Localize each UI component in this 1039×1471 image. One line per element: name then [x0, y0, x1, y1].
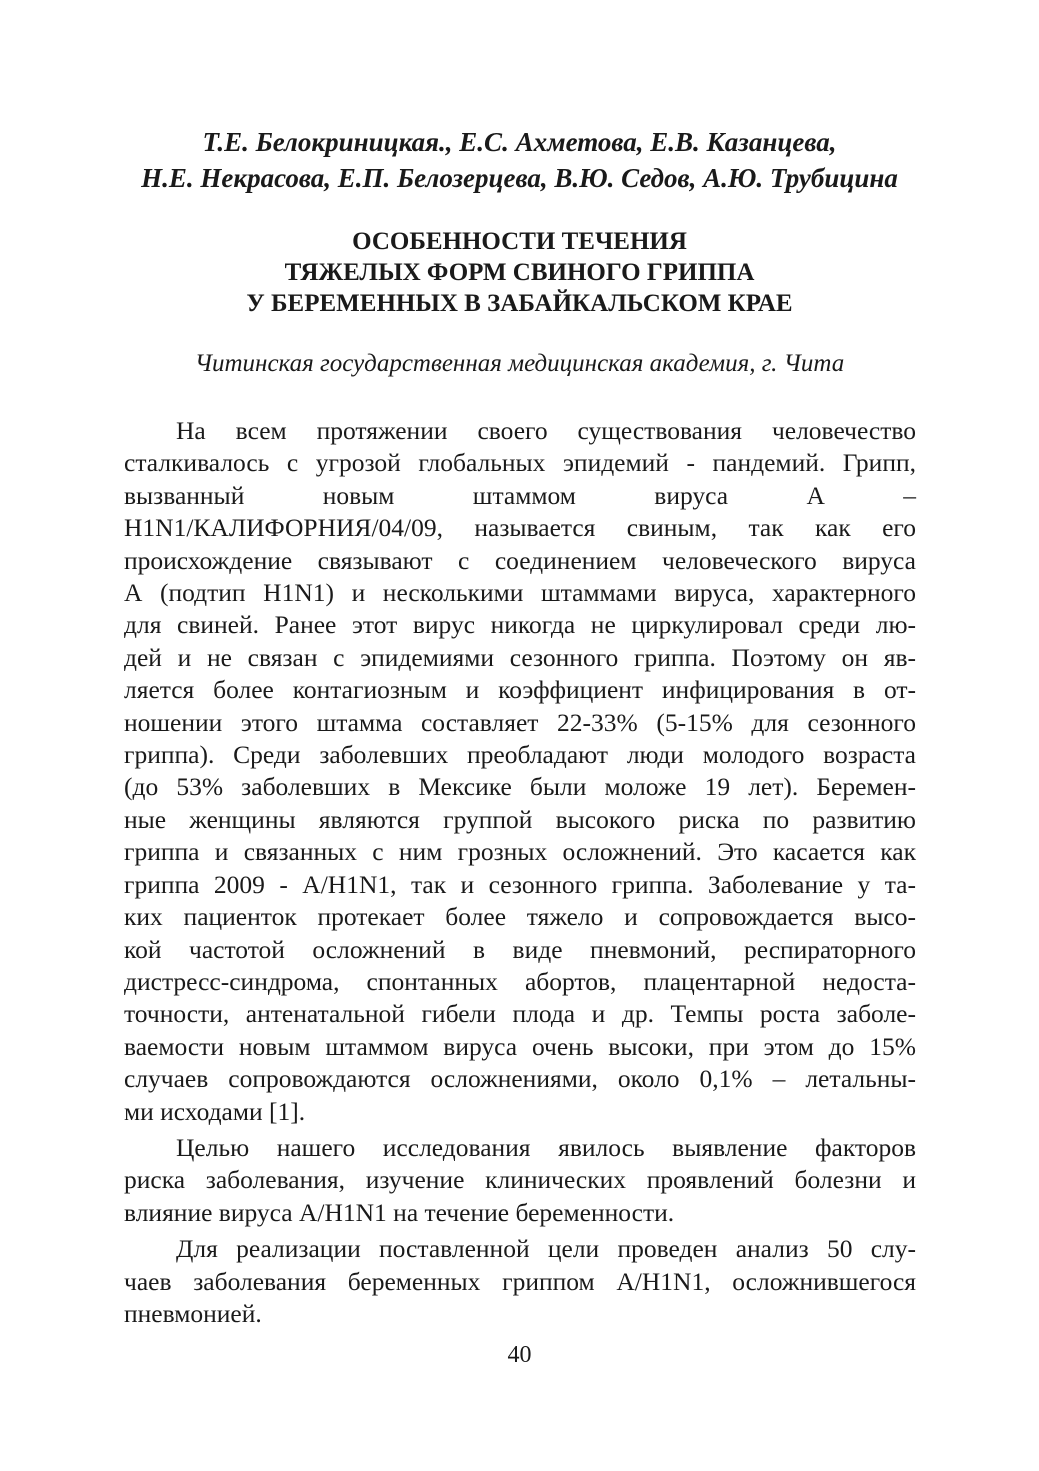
paragraph-line: риска заболевания, изучение клинических проявлений болезни и [124, 1165, 916, 1195]
affiliation: Читинская государственная медицинская академия, г. Чита [194, 350, 845, 377]
paragraph-line: ваемости новым штаммом вируса очень высоки, при этом до 15% [124, 1031, 916, 1061]
paragraph-line: А (подтип H1N1) и несколькими штаммами вируса, характерного [124, 578, 916, 608]
page-number: 40 [507, 1342, 532, 1368]
paragraph-line: ми исходами [1]. [124, 1096, 306, 1126]
paragraph-line: ляется более контагиозным и коэффициент инфицирования в от- [124, 675, 916, 705]
paragraph-line: Целью нашего исследования явилось выявление факторов [176, 1132, 916, 1162]
article-title [100, 226, 939, 319]
paragraph-line: для свиней. Ранее этот вирус никогда не циркулировал среди лю- [124, 610, 916, 640]
paragraph-line: случаев сопровождаются осложнениями, около 0,1% – летальны- [124, 1064, 916, 1094]
authors-line: Н.Е. Некрасова, Е.П. Белозерцева, В.Ю. Седов, А.Ю. Трубицина [141, 163, 898, 193]
paragraph-line: ких пациенток протекает более тяжело и сопровождается высо- [124, 902, 916, 932]
paragraph-line: дистресс-синдрома, спонтанных абортов, плацентарной недоста- [124, 966, 916, 996]
paragraph-line: происхождение связывают с соединением человеческого вируса [124, 545, 916, 575]
authors [100, 124, 939, 196]
paragraph-line: ные женщины являются группой высокого риска по развитию [124, 804, 916, 834]
title-line: ОСОБЕННОСТИ ТЕЧЕНИЯ [352, 228, 687, 255]
paragraph-line: влияние вируса А/H1N1 на течение беременности. [124, 1197, 675, 1227]
paragraph-line: сталкивалось с угрозой глобальных эпидемий - пандемий. Грипп, [124, 448, 916, 478]
paragraph-line: На всем протяжении своего существования человечество [176, 416, 916, 445]
authors-line: Т.Е. Белокриницкая., Е.С. Ахметова, Е.В. Казанцева, [202, 127, 837, 157]
paragraph-line: пневмонией. [124, 1298, 262, 1328]
paragraph-line: (до 53% заболевших в Мексике были моложе 19 лет). Беремен- [124, 772, 916, 802]
title-line: ТЯЖЕЛЫХ ФОРМ СВИНОГО ГРИППА [284, 259, 755, 286]
paragraph-line: вызванный новым штаммом вируса А – [124, 480, 916, 510]
title-line: У БЕРЕМЕННЫХ В ЗАБАЙКАЛЬСКОМ КРАЕ [246, 290, 793, 317]
paragraph-line: чаев заболевания беременных гриппом А/H1N1, осложнившегося [124, 1266, 916, 1296]
paragraph-line: ношении этого штамма составляет 22-33% (5-15% для сезонного [124, 707, 916, 737]
paragraph [124, 415, 916, 1128]
paragraph-line: гриппа). Среди заболевших преобладают люди молодого возраста [124, 740, 916, 770]
paragraph-line: гриппа и связанных с ним грозных осложнений. Это касается как [124, 837, 916, 867]
paragraph [124, 1132, 916, 1229]
paragraph-line: кой частотой осложнений в виде пневмоний, респираторного [124, 934, 916, 964]
paragraph-line: дей и не связан с эпидемиями сезонного гриппа. Поэтому он яв- [124, 642, 916, 672]
paragraph-line: Для реализации поставленной цели проведен анализ 50 слу- [176, 1234, 916, 1264]
paragraph-line: H1N1/КАЛИФОРНИЯ/04/09, называется свиным, так как его [124, 513, 916, 543]
body-text [124, 415, 916, 1330]
paragraph-line: гриппа 2009 - А/H1N1, так и сезонного гриппа. Заболевание у та- [124, 869, 916, 899]
paragraph [124, 1233, 916, 1330]
paragraph-line: точности, антенатальной гибели плода и др. Темпы роста заболе- [124, 999, 916, 1029]
